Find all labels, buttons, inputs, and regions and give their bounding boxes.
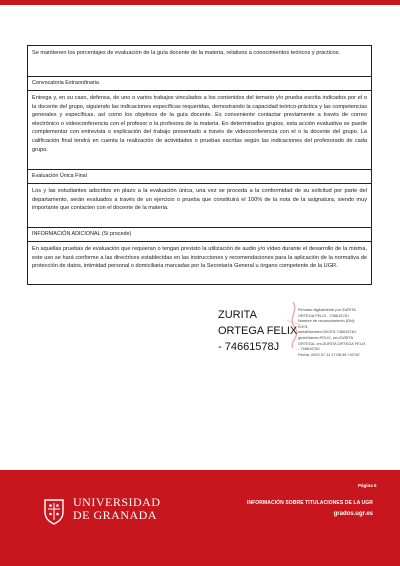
- unica-text: Los y las estudiantes adscritos en plazo a la evaluación única, una vez se proceda a la conformidad de su solicitud por parte del departamento, serán evaluados a través de un ejercicio o prueba que constituirá el 100% de la nota de la asignatura, siendo muy importante que contacten con el docente de la materia.: [32, 188, 367, 212]
- intro-text: Se mantienen los porcentajes de evaluación de la guía docente de la materia, relativos a conocimientos teóricos y prácticos.: [32, 50, 341, 56]
- extraordinaria-text: Entrega y, en su caso, defensa, de uno o varios trabajos vinculados a los contenidos del temario y/o prueba escrita indicados por el o la docente del grupo, siguiendo las indicaciones específicas requeridas, demostrando la capacidad teórico-práctica y las competencias generales y específicas, así como los objetivos de la guía docente. Es conveniente contactar previamente a través de correo electrónico o videoconferencia con el profesor o la profesora de la materia. En determinados grupos, esta acción evaluativa se puede complementar con entrevista o explicación del trabajo presentado a través de videoconferencia con el o la docente del grupo. La calificación final tendrá en cuenta la realización de actividades o pruebas escritas según las indicaciones del profesorado de cada grupo.: [32, 95, 367, 153]
- info-body-cell: [28, 242, 371, 284]
- unica-body-cell: [28, 184, 371, 228]
- info-title: INFORMACIÓN ADICIONAL (Si procede): [32, 231, 132, 237]
- signature-detail-line: serialNumber=IDCES-74661578J,: [298, 329, 357, 335]
- signature-details: [298, 307, 370, 357]
- university-name-line: DE GRANADA: [73, 508, 157, 522]
- intro-cell: [28, 46, 371, 77]
- grados-link[interactable]: grados.ugr.es: [333, 511, 373, 517]
- unica-title: Evaluación Única Final: [32, 173, 87, 179]
- extraordinaria-body-cell: [28, 91, 371, 170]
- footer-info-title: INFORMACIÓN SOBRE TITULACIONES DE LA UGR: [246, 500, 373, 506]
- extraordinaria-header-cell: [28, 77, 371, 91]
- signature-detail-line: ORTEGA FELIX - 74661578J: [298, 312, 349, 318]
- signature-name-line: ORTEGA FELIX: [218, 325, 298, 337]
- page-footer: [0, 470, 400, 566]
- unica-header-cell: [28, 170, 371, 184]
- info-header-cell: [28, 228, 371, 242]
- extraordinaria-title: Convocatoria Extraordinaria: [32, 80, 99, 86]
- signature-detail-line: c=ES,: [298, 323, 309, 329]
- signature-detail-line: - 74661578J: [298, 346, 320, 352]
- signature-name: [218, 307, 297, 355]
- university-name: [73, 496, 161, 522]
- university-crest-icon: [41, 497, 67, 525]
- signature-detail-line: ORTEGA, cn=ZURITA ORTEGA FELIX: [298, 340, 366, 346]
- signature-detail-line: Firmado digitalmente por ZURITA: [298, 307, 356, 312]
- evaluation-table: [27, 45, 372, 285]
- signature-detail-line: Fecha: 2020.07.11 17:08:36 +02'00': [298, 351, 360, 357]
- signature-name-line: - 74661578J: [218, 341, 280, 353]
- signature-detail-line: Nombre de reconocimiento (DN):: [298, 318, 356, 324]
- top-accent-bar: [0, 0, 400, 5]
- info-text: En aquellas pruebas de evaluación que requieran o tengan previsto la utilización de audio y/o vídeo durante el desarrollo de la misma, este uso se hará conforme a las directrices establecidas en las instrucciones y recomendaciones para la aplicación de la normativa de protección de datos, intimidad personal o domiciliaria marcadas por la Secretaría General u órgano competente de la UGR.: [32, 246, 367, 270]
- page-number: Página 6: [358, 483, 377, 488]
- signature-detail-line: givenName=FELIX, sn=ZURITA: [298, 334, 354, 340]
- signature-name-line: ZURITA: [218, 309, 257, 321]
- university-name-line: UNIVERSIDAD: [73, 495, 161, 509]
